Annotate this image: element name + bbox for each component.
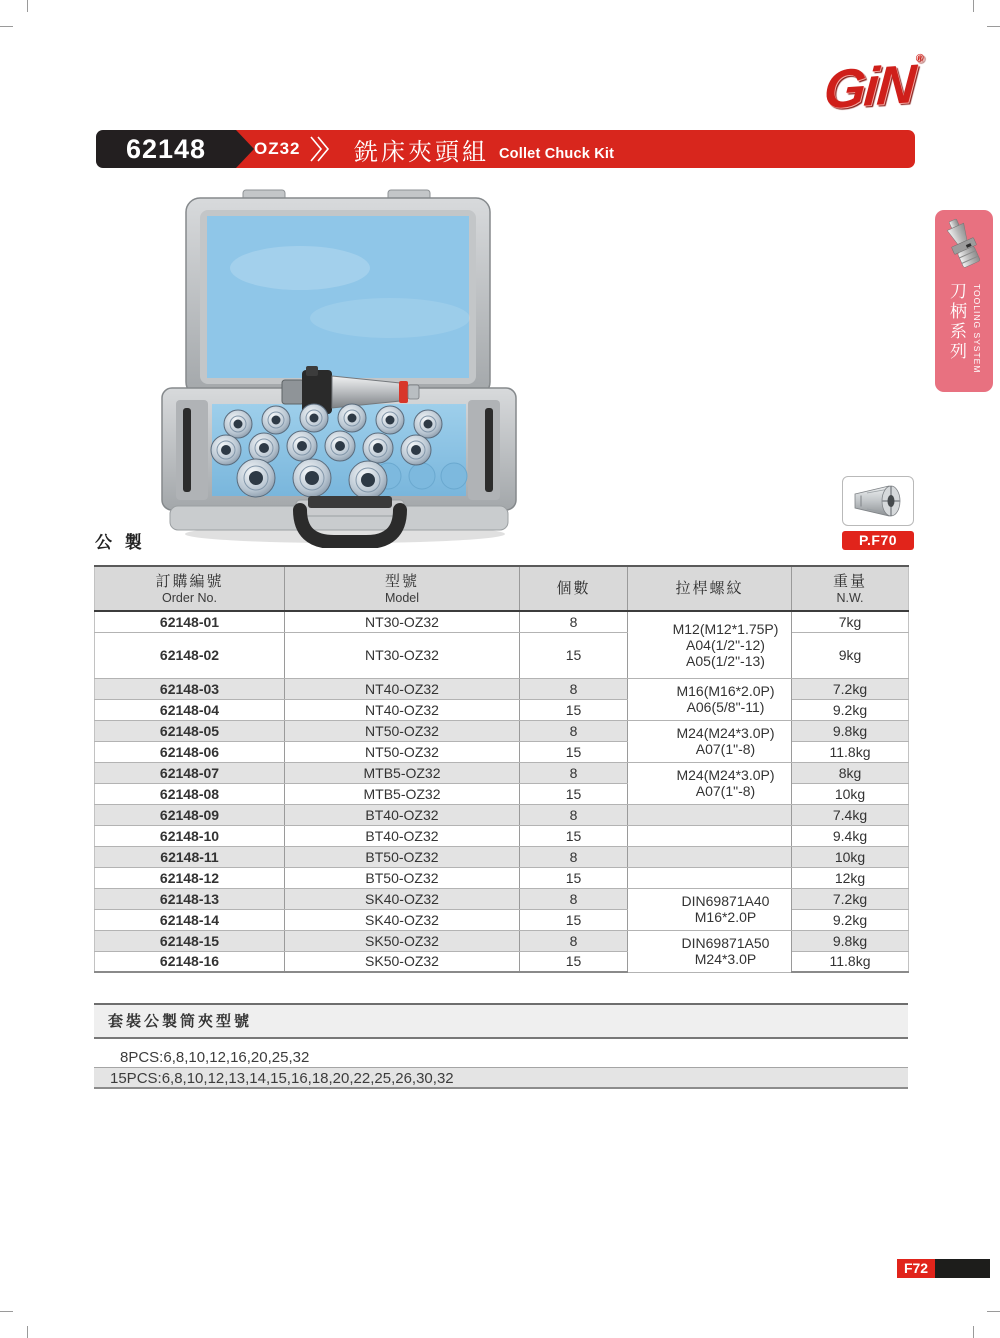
registered-mark-icon: ® (915, 52, 923, 65)
header-thread: 拉桿螺紋 (628, 566, 792, 611)
product-title-en: Collet Chuck Kit (499, 145, 615, 162)
cell-order: 62148-01 (95, 611, 285, 632)
cell-model: MTB5-OZ32 (285, 762, 520, 783)
category-side-tab[interactable] (935, 210, 993, 392)
cell-qty: 8 (520, 611, 628, 632)
product-code-badge (96, 130, 236, 168)
cell-order: 62148-10 (95, 825, 285, 846)
cell-weight: 9kg (792, 632, 909, 678)
cell-qty: 15 (520, 867, 628, 888)
cell-model: SK50-OZ32 (285, 951, 520, 972)
collet-list-item: 8PCS:6,8,10,12,16,20,25,32 (94, 1047, 908, 1068)
cell-model: NT30-OZ32 (285, 611, 520, 632)
cell-order: 62148-08 (95, 783, 285, 804)
cell-model: BT50-OZ32 (285, 846, 520, 867)
crop-mark (27, 0, 28, 12)
collet-thumbnail-box (842, 476, 914, 526)
cell-weight: 7.2kg (792, 678, 909, 699)
cell-model: NT30-OZ32 (285, 632, 520, 678)
cell-thread: M16(M16*2.0P) A06(5/8"-11) (628, 678, 792, 720)
table-row (95, 762, 909, 783)
cell-order: 62148-14 (95, 909, 285, 930)
section-label: 公 製 (95, 533, 146, 552)
product-photo (150, 188, 550, 548)
collet-size-list (94, 1003, 908, 1089)
cell-order: 62148-05 (95, 720, 285, 741)
table-row (95, 825, 909, 846)
tool-holder-icon (942, 216, 986, 278)
cell-order: 62148-16 (95, 951, 285, 972)
cell-model: SK40-OZ32 (285, 909, 520, 930)
page-ref-badge[interactable]: P.F70 (842, 531, 914, 550)
spec-table (94, 565, 908, 973)
page-number-badge (897, 1259, 990, 1278)
cell-qty: 15 (520, 699, 628, 720)
brand-logo-text: GiN® (821, 52, 923, 121)
crop-mark (27, 1326, 28, 1338)
cell-qty: 8 (520, 930, 628, 951)
crop-mark (0, 1311, 13, 1312)
cell-qty: 8 (520, 888, 628, 909)
cell-qty: 8 (520, 720, 628, 741)
spec-table-body (95, 611, 909, 972)
size-code: OZ32 (254, 139, 301, 158)
cell-qty: 8 (520, 678, 628, 699)
product-header-banner (96, 130, 915, 168)
cell-thread: DIN69871A40 M16*2.0P (628, 888, 792, 930)
cell-order: 62148-07 (95, 762, 285, 783)
brand-logo (748, 52, 923, 128)
cell-thread (628, 867, 792, 888)
table-row (95, 888, 909, 909)
cell-qty: 15 (520, 825, 628, 846)
cell-model: MTB5-OZ32 (285, 783, 520, 804)
cell-weight: 11.8kg (792, 951, 909, 972)
cell-model: BT40-OZ32 (285, 804, 520, 825)
cell-order: 62148-06 (95, 741, 285, 762)
crop-mark (987, 26, 1000, 27)
table-row (95, 720, 909, 741)
cell-model: SK50-OZ32 (285, 930, 520, 951)
cell-thread: DIN69871A50 M24*3.0P (628, 930, 792, 972)
header-model: 型號 Model (285, 566, 520, 611)
cell-qty: 15 (520, 909, 628, 930)
cell-thread: M12(M12*1.75P) A04(1/2"-12) A05(1/2"-13) (628, 611, 792, 678)
cell-order: 62148-15 (95, 930, 285, 951)
cell-thread (628, 846, 792, 867)
cell-model: NT50-OZ32 (285, 741, 520, 762)
header-order: 訂購編號 Order No. (95, 566, 285, 611)
cell-weight: 7.4kg (792, 804, 909, 825)
collet-row-front (237, 459, 387, 499)
table-row (95, 867, 909, 888)
cell-order: 62148-11 (95, 846, 285, 867)
cell-model: NT40-OZ32 (285, 678, 520, 699)
cell-qty: 15 (520, 741, 628, 762)
cell-order: 62148-02 (95, 632, 285, 678)
header-weight: 重量 N.W. (792, 566, 909, 611)
cell-model: NT50-OZ32 (285, 720, 520, 741)
cell-model: NT40-OZ32 (285, 699, 520, 720)
cell-thread (628, 825, 792, 846)
page-number-bar (935, 1259, 990, 1278)
table-row (95, 611, 909, 632)
cell-order: 62148-04 (95, 699, 285, 720)
collet-list-title: 套裝公製筒夾型號 (94, 1003, 908, 1039)
cell-weight: 12kg (792, 867, 909, 888)
category-label-en: TOOLING SYSTEM (972, 284, 982, 374)
crop-mark (0, 26, 13, 27)
cell-model: BT50-OZ32 (285, 867, 520, 888)
cell-qty: 8 (520, 804, 628, 825)
cell-weight: 9.4kg (792, 825, 909, 846)
cell-weight: 10kg (792, 846, 909, 867)
collet-list-item: 15PCS:6,8,10,12,13,14,15,16,18,20,22,25,26,30,32 (94, 1068, 908, 1089)
cell-weight: 11.8kg (792, 741, 909, 762)
cell-qty: 15 (520, 783, 628, 804)
cell-weight: 8kg (792, 762, 909, 783)
cell-qty: 15 (520, 632, 628, 678)
cell-order: 62148-12 (95, 867, 285, 888)
table-row (95, 846, 909, 867)
table-header-row (95, 566, 909, 611)
cell-weight: 7.2kg (792, 888, 909, 909)
product-code: 62148 (125, 133, 207, 164)
table-row (95, 804, 909, 825)
chevron-separator-icon (308, 135, 332, 163)
table-row (95, 678, 909, 699)
cell-weight: 10kg (792, 783, 909, 804)
cell-weight: 7kg (792, 611, 909, 632)
cell-order: 62148-03 (95, 678, 285, 699)
cell-model: SK40-OZ32 (285, 888, 520, 909)
crop-mark (987, 1311, 1000, 1312)
crop-mark (973, 0, 974, 12)
category-tab-labels (944, 282, 982, 373)
cell-weight: 9.8kg (792, 720, 909, 741)
cell-weight: 9.2kg (792, 699, 909, 720)
cell-thread: M24(M24*3.0P) A07(1"-8) (628, 762, 792, 804)
product-title-zh: 銑床夾頭組 (354, 138, 489, 166)
page-number: F72 (897, 1259, 935, 1278)
cell-qty: 8 (520, 846, 628, 867)
category-label-zh: 刀柄系列 (947, 282, 966, 362)
table-row (95, 930, 909, 951)
header-qty: 個數 (520, 566, 628, 611)
cell-thread (628, 804, 792, 825)
collet-icon (847, 481, 909, 521)
cell-weight: 9.8kg (792, 930, 909, 951)
cell-order: 62148-09 (95, 804, 285, 825)
cell-weight: 9.2kg (792, 909, 909, 930)
crop-mark (973, 1326, 974, 1338)
cell-thread: M24(M24*3.0P) A07(1"-8) (628, 720, 792, 762)
collet-list-rows (94, 1047, 908, 1089)
cell-qty: 8 (520, 762, 628, 783)
cell-model: BT40-OZ32 (285, 825, 520, 846)
cell-qty: 15 (520, 951, 628, 972)
cell-order: 62148-13 (95, 888, 285, 909)
product-title (354, 130, 614, 168)
